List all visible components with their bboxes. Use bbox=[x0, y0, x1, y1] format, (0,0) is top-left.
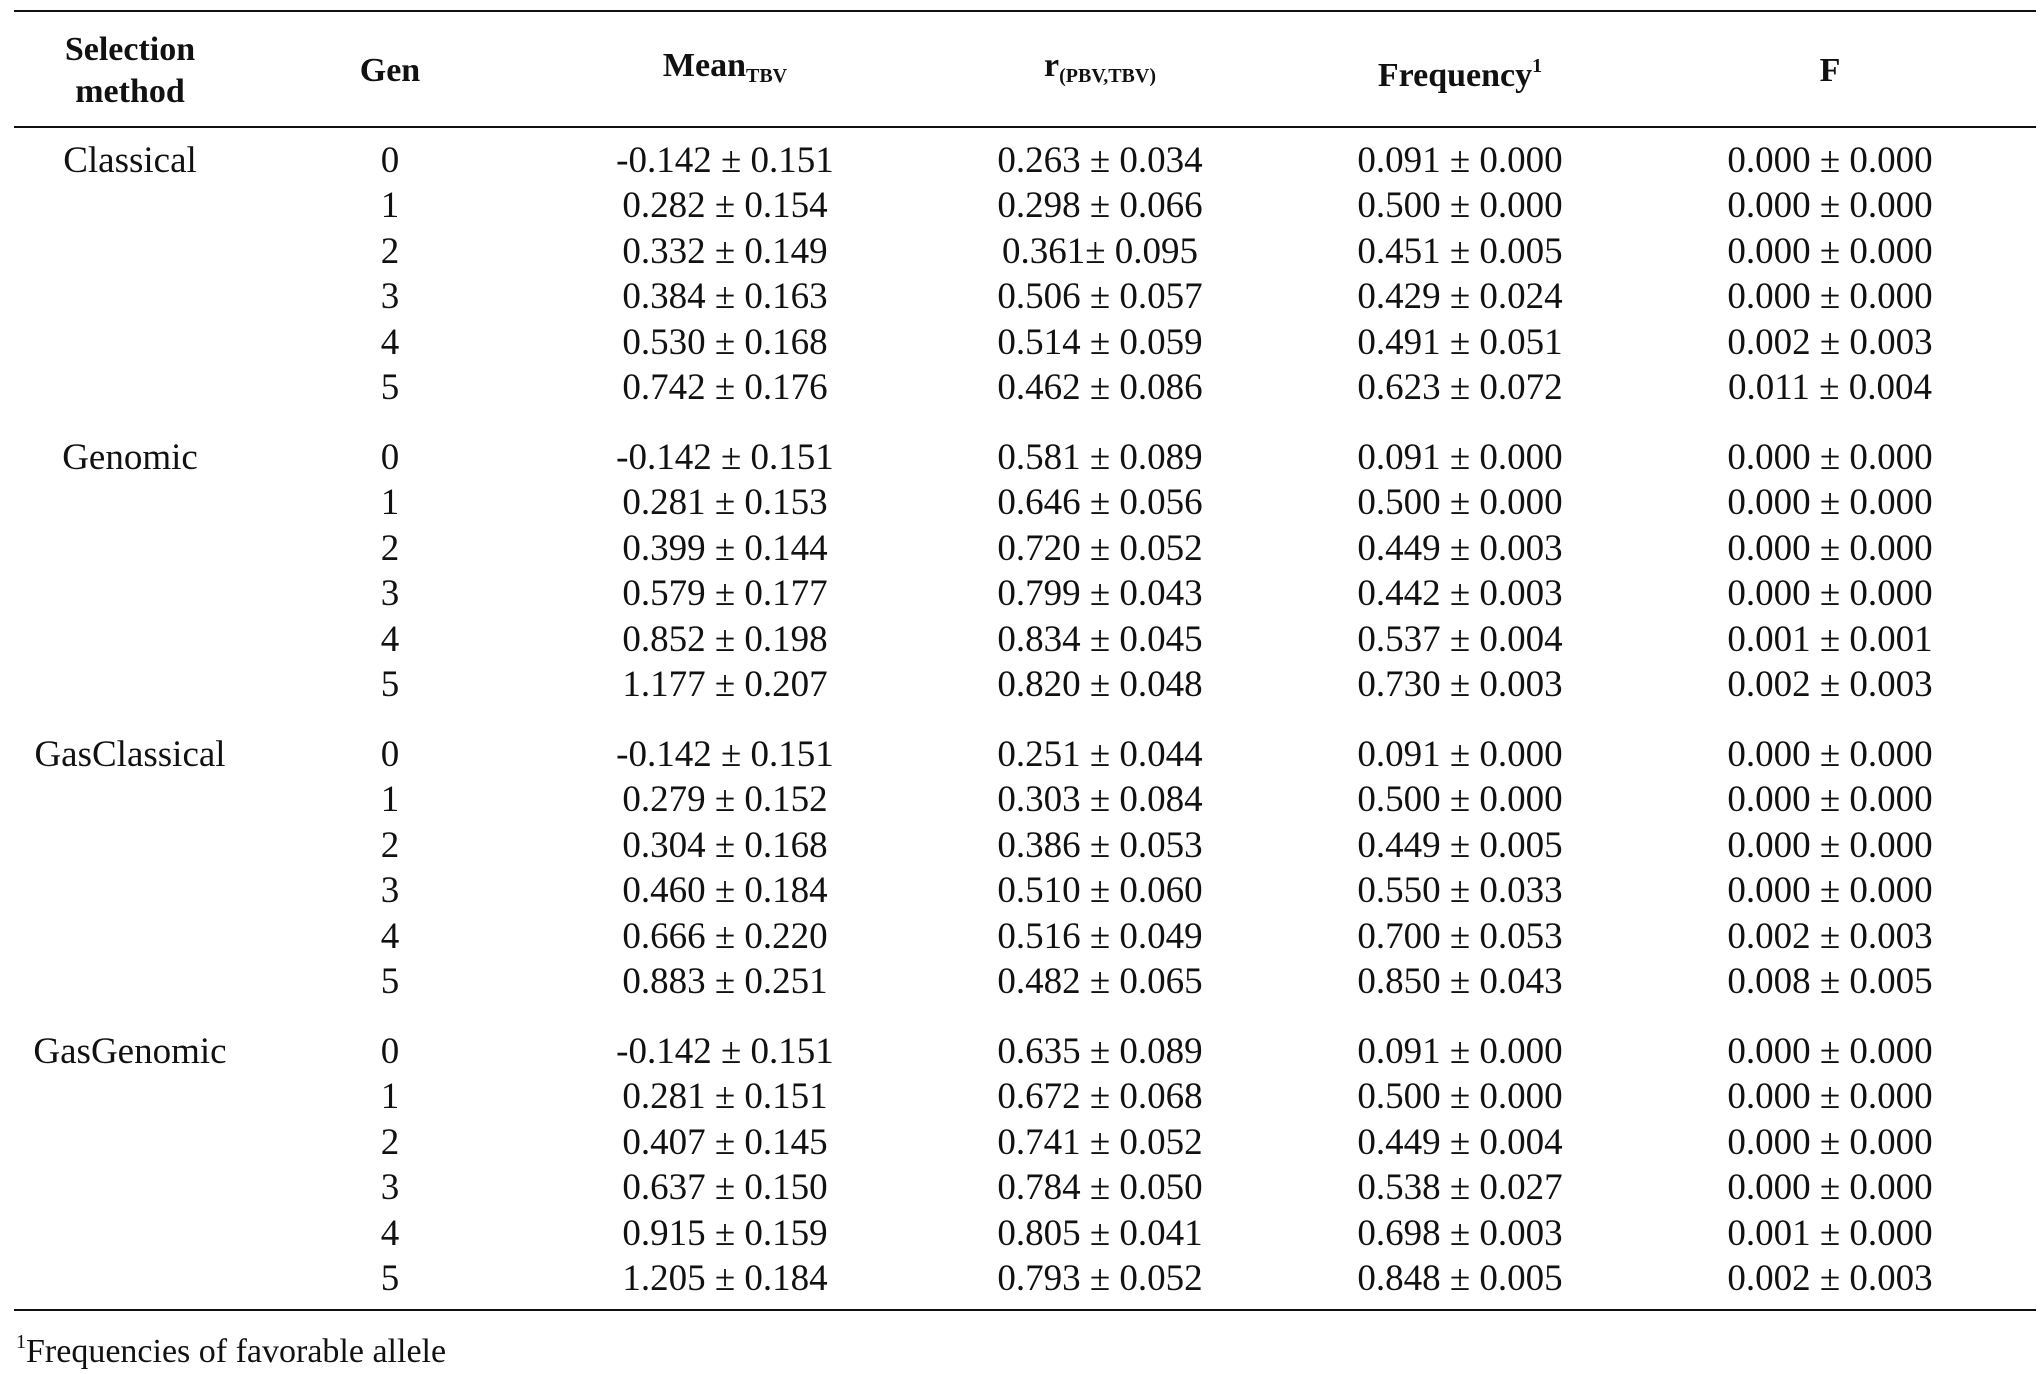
cell-gen: 4 bbox=[380, 1212, 400, 1254]
cell-freq: 0.442 ± 0.003 bbox=[1357, 573, 1563, 615]
cell-freq: 0.698 ± 0.003 bbox=[1357, 1212, 1563, 1254]
cell-mean: 1.205 ± 0.184 bbox=[622, 1258, 828, 1299]
cell-freq: 0.848 ± 0.005 bbox=[1357, 1258, 1563, 1299]
table-row bbox=[0, 1029, 2044, 1074]
cell-freq: 0.091 ± 0.000 bbox=[1357, 1031, 1563, 1072]
table-row bbox=[0, 1120, 2044, 1165]
cell-f: 0.000 ± 0.000 bbox=[1727, 276, 1933, 318]
table-row bbox=[0, 435, 2044, 480]
cell-f: 0.002 ± 0.003 bbox=[1727, 1258, 1933, 1299]
cell-gen: 1 bbox=[380, 1076, 400, 1118]
cell-mean: -0.142 ± 0.151 bbox=[616, 734, 834, 775]
cell-mean: 0.742 ± 0.176 bbox=[622, 367, 828, 408]
cell-freq: 0.491 ± 0.051 bbox=[1357, 321, 1563, 363]
cell-f: 0.000 ± 0.000 bbox=[1727, 1121, 1933, 1163]
cell-freq: 0.091 ± 0.000 bbox=[1357, 734, 1563, 775]
cell-gen: 0 bbox=[380, 1031, 400, 1072]
header-freq-sup: 1 bbox=[1532, 55, 1543, 77]
cell-gen: 5 bbox=[380, 961, 400, 1002]
cell-gen: 2 bbox=[380, 527, 400, 569]
cell-f: 0.000 ± 0.000 bbox=[1727, 527, 1933, 569]
cell-r: 0.635 ± 0.089 bbox=[997, 1031, 1203, 1072]
footnote-marker: 1 bbox=[16, 1331, 26, 1353]
table-row bbox=[0, 823, 2044, 868]
selection-method-label: GasClassical bbox=[34, 734, 226, 775]
table-row bbox=[0, 959, 2044, 1004]
cell-mean: 0.384 ± 0.163 bbox=[622, 276, 828, 318]
cell-f: 0.000 ± 0.000 bbox=[1727, 1076, 1933, 1118]
table-row bbox=[0, 732, 2044, 777]
header-mean-sub: TBV bbox=[745, 65, 788, 87]
cell-mean: 0.304 ± 0.168 bbox=[622, 824, 828, 866]
cell-r: 0.741 ± 0.052 bbox=[997, 1121, 1203, 1163]
table-row bbox=[0, 320, 2044, 365]
table-row bbox=[0, 138, 2044, 183]
cell-r: 0.581 ± 0.089 bbox=[997, 437, 1203, 478]
cell-gen: 0 bbox=[380, 140, 400, 181]
footnote bbox=[16, 1320, 446, 1374]
cell-r: 0.514 ± 0.059 bbox=[997, 321, 1203, 363]
cell-gen: 3 bbox=[380, 870, 400, 912]
cell-freq: 0.500 ± 0.000 bbox=[1357, 1076, 1563, 1118]
cell-mean: 0.579 ± 0.177 bbox=[622, 573, 828, 615]
cell-mean: 0.666 ± 0.220 bbox=[622, 915, 828, 957]
cell-gen: 0 bbox=[380, 437, 400, 478]
cell-r: 0.462 ± 0.086 bbox=[997, 367, 1203, 408]
cell-f: 0.000 ± 0.000 bbox=[1727, 1167, 1933, 1209]
selection-method-label: GasGenomic bbox=[33, 1031, 227, 1072]
cell-r: 0.298 ± 0.066 bbox=[997, 185, 1203, 227]
cell-freq: 0.538 ± 0.027 bbox=[1357, 1167, 1563, 1209]
cell-freq: 0.500 ± 0.000 bbox=[1357, 779, 1563, 821]
cell-f: 0.000 ± 0.000 bbox=[1727, 734, 1933, 775]
header-r-sub: (PBV,TBV) bbox=[1059, 65, 1156, 87]
cell-freq: 0.730 ± 0.003 bbox=[1357, 664, 1563, 705]
cell-f: 0.011 ± 0.004 bbox=[1728, 367, 1932, 408]
cell-r: 0.516 ± 0.049 bbox=[997, 915, 1203, 957]
cell-f: 0.000 ± 0.000 bbox=[1727, 1031, 1933, 1072]
cell-freq: 0.850 ± 0.043 bbox=[1357, 961, 1563, 1002]
cell-gen: 5 bbox=[380, 664, 400, 705]
cell-f: 0.002 ± 0.003 bbox=[1727, 915, 1933, 957]
cell-mean: 0.883 ± 0.251 bbox=[622, 961, 828, 1002]
cell-r: 0.361± 0.095 bbox=[1001, 230, 1199, 272]
cell-r: 0.506 ± 0.057 bbox=[997, 276, 1203, 318]
cell-gen: 2 bbox=[380, 230, 400, 272]
cell-r: 0.805 ± 0.041 bbox=[997, 1212, 1203, 1254]
header-selection-line1: Selection bbox=[64, 31, 196, 68]
cell-mean: 0.407 ± 0.145 bbox=[622, 1121, 828, 1163]
cell-f: 0.000 ± 0.000 bbox=[1727, 140, 1933, 181]
cell-freq: 0.449 ± 0.004 bbox=[1357, 1121, 1563, 1163]
cell-mean: -0.142 ± 0.151 bbox=[616, 1031, 834, 1072]
cell-f: 0.000 ± 0.000 bbox=[1727, 230, 1933, 272]
cell-freq: 0.449 ± 0.005 bbox=[1357, 824, 1563, 866]
cell-freq: 0.500 ± 0.000 bbox=[1357, 482, 1563, 524]
cell-mean: 0.399 ± 0.144 bbox=[622, 527, 828, 569]
cell-freq: 0.550 ± 0.033 bbox=[1357, 870, 1563, 912]
cell-gen: 4 bbox=[380, 618, 400, 660]
header-f-label: F bbox=[1819, 52, 1841, 89]
cell-gen: 4 bbox=[380, 915, 400, 957]
cell-freq: 0.091 ± 0.000 bbox=[1357, 140, 1563, 181]
table-row bbox=[0, 183, 2044, 228]
table-row bbox=[0, 1211, 2044, 1256]
cell-r: 0.510 ± 0.060 bbox=[997, 870, 1203, 912]
cell-f: 0.001 ± 0.000 bbox=[1727, 1212, 1933, 1254]
cell-r: 0.820 ± 0.048 bbox=[997, 664, 1203, 705]
cell-r: 0.386 ± 0.053 bbox=[997, 824, 1203, 866]
cell-r: 0.251 ± 0.044 bbox=[997, 734, 1203, 775]
cell-mean: 1.177 ± 0.207 bbox=[622, 664, 828, 705]
cell-mean: 0.279 ± 0.152 bbox=[622, 779, 828, 821]
cell-gen: 3 bbox=[380, 1167, 400, 1209]
cell-mean: 0.282 ± 0.154 bbox=[622, 185, 828, 227]
table-row bbox=[0, 662, 2044, 707]
cell-f: 0.001 ± 0.001 bbox=[1727, 618, 1933, 660]
cell-mean: 0.852 ± 0.198 bbox=[622, 618, 828, 660]
table-row bbox=[0, 914, 2044, 959]
cell-gen: 2 bbox=[380, 1121, 400, 1163]
cell-r: 0.784 ± 0.050 bbox=[997, 1167, 1203, 1209]
cell-mean: 0.281 ± 0.151 bbox=[622, 1076, 828, 1118]
table-row bbox=[0, 274, 2044, 319]
footnote-text: Frequencies of favorable allele bbox=[26, 1333, 447, 1370]
cell-gen: 1 bbox=[380, 779, 400, 821]
table-row bbox=[0, 571, 2044, 616]
header-r-main: r bbox=[1044, 47, 1060, 84]
cell-r: 0.482 ± 0.065 bbox=[997, 961, 1203, 1002]
cell-mean: 0.637 ± 0.150 bbox=[622, 1167, 828, 1209]
cell-f: 0.000 ± 0.000 bbox=[1727, 779, 1933, 821]
header-selection-line2: method bbox=[75, 73, 185, 110]
cell-r: 0.672 ± 0.068 bbox=[997, 1076, 1203, 1118]
cell-f: 0.000 ± 0.000 bbox=[1727, 824, 1933, 866]
table-row bbox=[0, 1256, 2044, 1301]
cell-freq: 0.451 ± 0.005 bbox=[1357, 230, 1563, 272]
cell-gen: 1 bbox=[380, 185, 400, 227]
header-gen-label: Gen bbox=[359, 52, 421, 89]
cell-mean: 0.332 ± 0.149 bbox=[622, 230, 828, 272]
cell-freq: 0.537 ± 0.004 bbox=[1357, 618, 1563, 660]
cell-freq: 0.623 ± 0.072 bbox=[1357, 367, 1563, 408]
header-freq-main: Frequency bbox=[1377, 57, 1533, 94]
selection-method-label: Genomic bbox=[62, 437, 198, 478]
cell-freq: 0.429 ± 0.024 bbox=[1357, 276, 1563, 318]
cell-f: 0.000 ± 0.000 bbox=[1727, 185, 1933, 227]
cell-r: 0.303 ± 0.084 bbox=[997, 779, 1203, 821]
table-row bbox=[0, 229, 2044, 274]
cell-r: 0.720 ± 0.052 bbox=[997, 527, 1203, 569]
cell-gen: 2 bbox=[380, 824, 400, 866]
cell-f: 0.000 ± 0.000 bbox=[1727, 870, 1933, 912]
cell-r: 0.834 ± 0.045 bbox=[997, 618, 1203, 660]
table-row bbox=[0, 480, 2044, 525]
cell-gen: 3 bbox=[380, 276, 400, 318]
cell-mean: -0.142 ± 0.151 bbox=[616, 437, 834, 478]
cell-freq: 0.500 ± 0.000 bbox=[1357, 185, 1563, 227]
cell-freq: 0.449 ± 0.003 bbox=[1357, 527, 1563, 569]
cell-mean: 0.915 ± 0.159 bbox=[622, 1212, 828, 1254]
cell-gen: 5 bbox=[380, 1258, 400, 1299]
cell-r: 0.646 ± 0.056 bbox=[997, 482, 1203, 524]
table-row bbox=[0, 617, 2044, 662]
cell-f: 0.000 ± 0.000 bbox=[1727, 573, 1933, 615]
table-row bbox=[0, 777, 2044, 822]
cell-freq: 0.700 ± 0.053 bbox=[1357, 915, 1563, 957]
cell-gen: 5 bbox=[380, 367, 400, 408]
cell-f: 0.000 ± 0.000 bbox=[1727, 437, 1933, 478]
cell-gen: 3 bbox=[380, 573, 400, 615]
cell-mean: 0.281 ± 0.153 bbox=[622, 482, 828, 524]
table-row bbox=[0, 526, 2044, 571]
cell-mean: 0.460 ± 0.184 bbox=[622, 870, 828, 912]
cell-mean: 0.530 ± 0.168 bbox=[622, 321, 828, 363]
cell-f: 0.008 ± 0.005 bbox=[1727, 961, 1933, 1002]
cell-f: 0.002 ± 0.003 bbox=[1727, 321, 1933, 363]
cell-gen: 4 bbox=[380, 321, 400, 363]
table-row bbox=[0, 1074, 2044, 1119]
cell-r: 0.793 ± 0.052 bbox=[997, 1258, 1203, 1299]
table-bottom-rule bbox=[14, 1309, 2036, 1311]
cell-gen: 1 bbox=[380, 482, 400, 524]
table-row bbox=[0, 365, 2044, 410]
cell-r: 0.799 ± 0.043 bbox=[997, 573, 1203, 615]
cell-gen: 0 bbox=[380, 734, 400, 775]
cell-r: 0.263 ± 0.034 bbox=[997, 140, 1203, 181]
table-row bbox=[0, 868, 2044, 913]
cell-mean: -0.142 ± 0.151 bbox=[616, 140, 834, 181]
selection-method-label: Classical bbox=[63, 140, 197, 181]
header-mean-main: Mean bbox=[662, 47, 746, 84]
cell-f: 0.002 ± 0.003 bbox=[1727, 664, 1933, 705]
cell-freq: 0.091 ± 0.000 bbox=[1357, 437, 1563, 478]
table-row bbox=[0, 1165, 2044, 1210]
cell-f: 0.000 ± 0.000 bbox=[1727, 482, 1933, 524]
